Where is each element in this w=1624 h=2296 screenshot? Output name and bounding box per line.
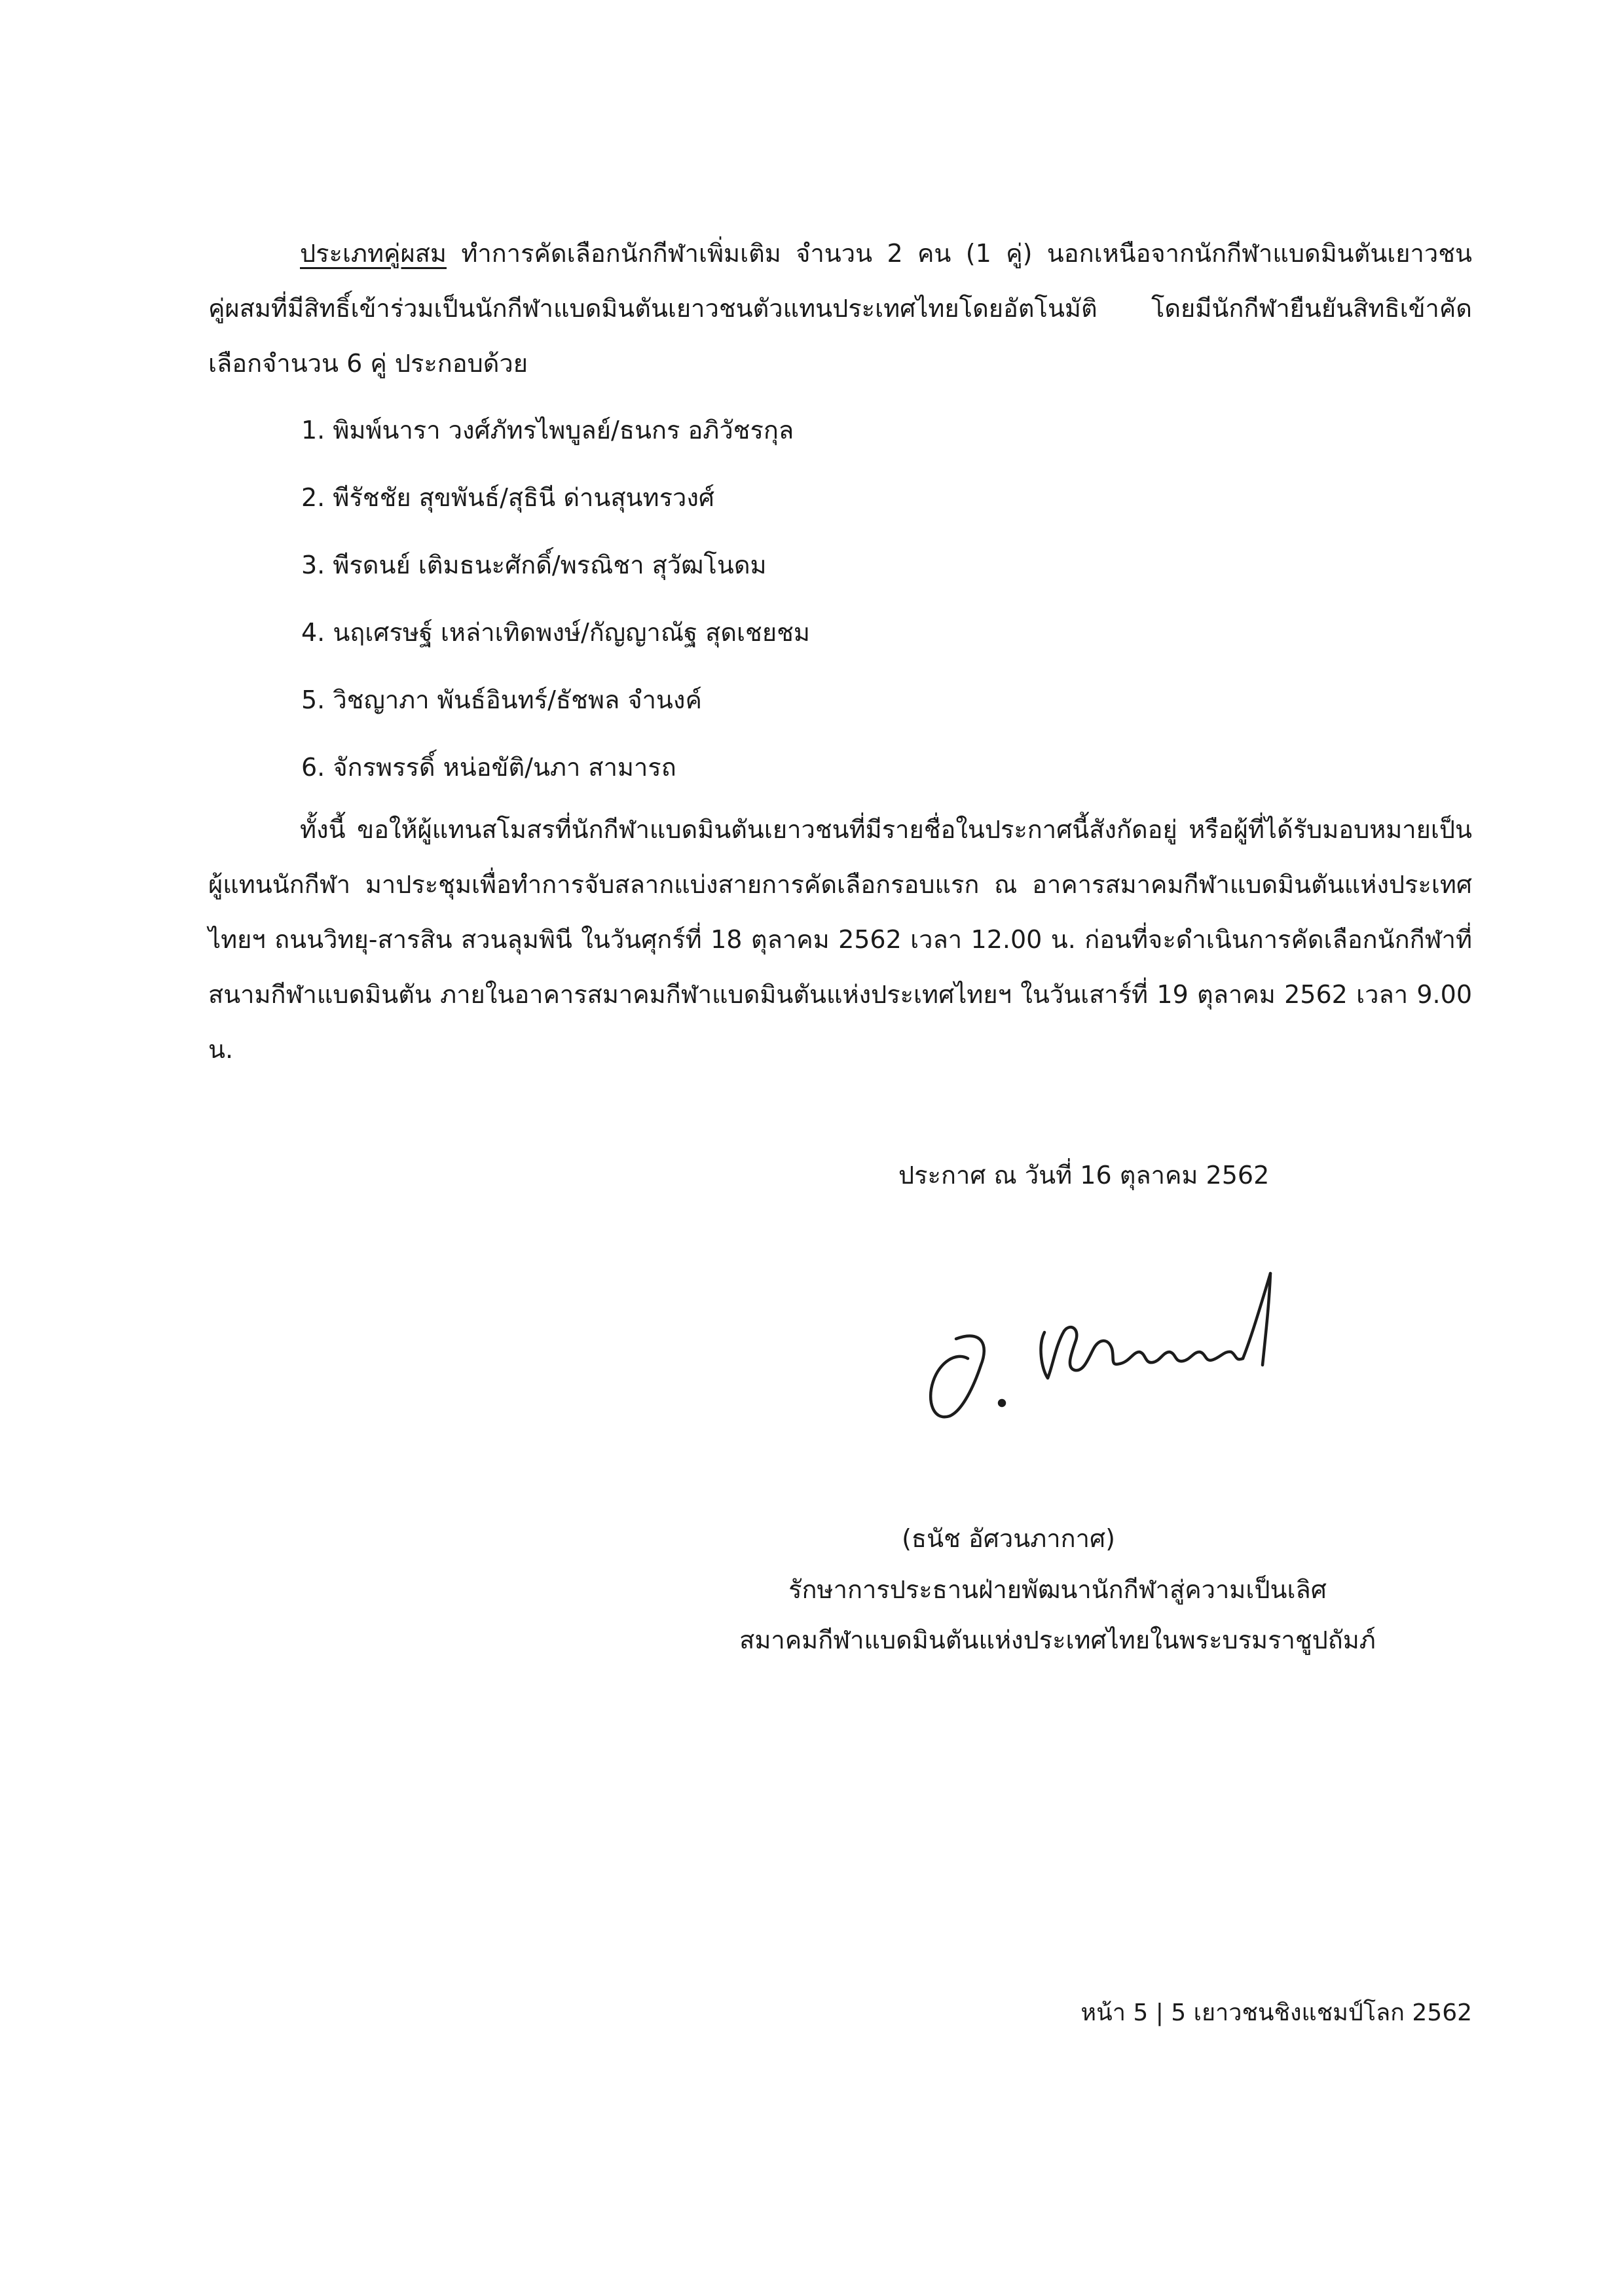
- announcement-date: ประกาศ ณ วันที่ 16 ตุลาคม 2562: [898, 1161, 1270, 1190]
- list-item: 1. พิมพ์นารา วงศ์ภัทรไพบูลย์/ธนกร อภิวัชรกุล: [301, 416, 794, 445]
- list-item: 3. พีรดนย์ เติมธนะศักดิ์/พรณิชา สุวัฒโนดม: [301, 551, 767, 579]
- list-item: 6. จักรพรรดิ์ หน่อขัติ/นภา สามารถ: [301, 753, 676, 782]
- category-heading: ประเภทคู่ผสม: [300, 239, 447, 268]
- signer-title: รักษาการประธานฝ่ายพัฒนานักกีฬาสู่ความเป็นเลิศ: [788, 1575, 1327, 1604]
- page-footer: หน้า 5 | 5 เยาวชนชิงแชมป์โลก 2562: [1080, 1999, 1472, 2026]
- signature-image: [904, 1260, 1310, 1457]
- pair-list: [301, 401, 810, 805]
- signer-name: (ธนัช อัศวนภากาศ): [902, 1524, 1115, 1553]
- intro-paragraph: [208, 226, 1472, 391]
- intro-text: ทำการคัดเลือกนักกีฬาเพิ่มเติม จำนวน 2 คน (1 คู่) นอกเหนือจากนักกีฬาแบดมินตันเยาวชนคู่ผสมที่มีสิทธิ์เข้าร่วมเป็นนักกีฬาแบดมินตันเยาวชนตัวแทนประเทศไทยโดยอัตโนมัติ โดยมีนักกีฬายืนยันสิทธิเข้าคัดเลือกจำนวน 6 คู่ ประกอบด้วย: [208, 239, 1472, 378]
- list-item: 2. พีรัชชัย สุขพันธ์/สุธินี ด่านสุนทรวงศ์: [301, 483, 714, 512]
- list-item: 4. นฤเศรษฐ์ เหล่าเทิดพงษ์/กัญญาณัฐ สุดเชยชม: [301, 618, 810, 647]
- closing-paragraph: ทั้งนี้ ขอให้ผู้แทนสโมสรที่นักกีฬาแบดมินตันเยาวชนที่มีรายชื่อในประกาศนี้สังกัดอยู่ หรือผู้ที่ได้รับมอบหมายเป็นผู้แทนนักกีฬา มาประชุมเพื่อทำการจับสลากแบ่งสายการคัดเลือกรอบแรก ณ อาคารสมาคมกีฬาแบดมินตันแห่งประเทศไทยฯ ถนนวิทยุ-สารสิน สวนลุมพินี ในวันศุกร์ที่ 18 ตุลาคม 2562 เวลา 12.00 น. ก่อนที่จะดำเนินการคัดเลือกนักกีฬาที่สนามกีฬาแบดมินตัน ภายในอาคารสมาคมกีฬาแบดมินตันแห่งประเทศไทยฯ ในวันเสาร์ที่ 19 ตุลาคม 2562 เวลา 9.00 น.: [208, 815, 1472, 1064]
- signer-organization: สมาคมกีฬาแบดมินตันแห่งประเทศไทยในพระบรมราชูปถัมภ์: [739, 1626, 1376, 1654]
- list-item: 5. วิชญาภา พันธ์อินทร์/ธัชพล จำนงค์: [301, 685, 702, 714]
